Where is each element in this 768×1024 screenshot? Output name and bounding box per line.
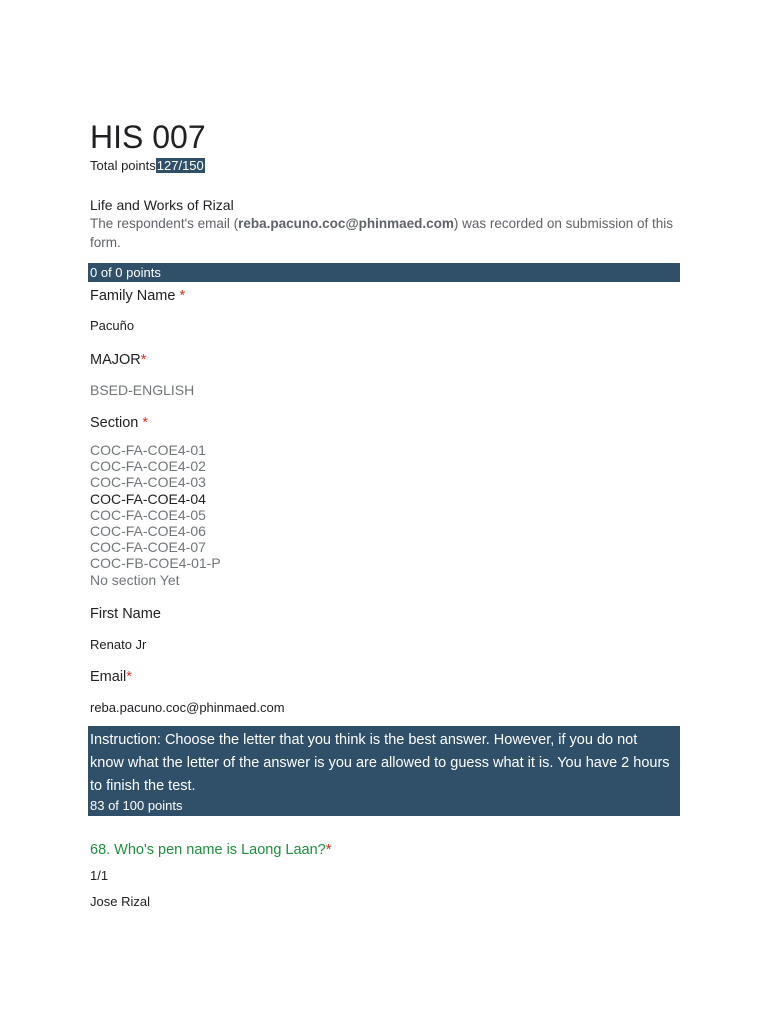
required-asterisk: * bbox=[140, 352, 147, 368]
section-option: COC-FA-COE4-03 bbox=[90, 474, 206, 491]
section-header-bar bbox=[88, 263, 680, 282]
email-note-suffix: ) was recorded on submission of this form. bbox=[90, 216, 673, 250]
section-options-list bbox=[90, 442, 221, 588]
total-points-label: Total points bbox=[90, 158, 156, 173]
section-option: COC-FA-COE4-06 bbox=[90, 523, 206, 540]
page-title: HIS 007 bbox=[90, 119, 206, 155]
instruction-text: Instruction: Choose the letter that you think is the best answer. However, if you do not know what the letter of the answer is you are allowed to guess what it is. You have 2 hours to finish the test. bbox=[90, 732, 670, 794]
email-label-text: Email bbox=[90, 669, 127, 685]
major-answer: BSED-ENGLISH bbox=[90, 382, 195, 398]
family-name-label bbox=[90, 287, 185, 305]
section-option: COC-FA-COE4-01 bbox=[90, 442, 206, 458]
section-option: COC-FA-COE4-07 bbox=[90, 539, 206, 556]
first-name-label: First Name bbox=[90, 606, 161, 622]
section-label bbox=[90, 414, 148, 432]
section-option: No section Yet bbox=[90, 571, 180, 588]
email-recorded-note bbox=[90, 214, 690, 252]
family-name-label-text: Family Name bbox=[90, 288, 180, 304]
section-option: COC-FA-COE4-05 bbox=[90, 506, 206, 523]
required-asterisk: * bbox=[142, 415, 149, 431]
section-label-text: Section bbox=[90, 415, 143, 431]
form-name: Life and Works of Rizal bbox=[90, 197, 234, 213]
question-68-text: 68. Who's pen name is Laong Laan? bbox=[90, 842, 326, 858]
question-68-answer: Jose Rizal bbox=[90, 894, 150, 909]
total-points-value: 127/150 bbox=[156, 158, 204, 173]
section-option-selected: COC-FA-COE4-04 bbox=[90, 490, 206, 507]
section-points: 0 of 0 points bbox=[90, 265, 161, 280]
major-label-text: MAJOR bbox=[90, 352, 141, 368]
section-points: 83 of 100 points bbox=[90, 798, 183, 813]
total-points bbox=[90, 157, 205, 174]
email-note-prefix: The respondent's email ( bbox=[90, 216, 239, 231]
question-68-title bbox=[90, 841, 331, 859]
required-asterisk: * bbox=[126, 669, 132, 685]
major-label bbox=[90, 351, 146, 369]
email-answer: reba.pacuno.coc@phinmaed.com bbox=[90, 700, 285, 715]
question-68-score: 1/1 bbox=[90, 868, 109, 883]
family-name-answer: Pacuño bbox=[90, 318, 135, 333]
email-note-email: reba.pacuno.coc@phinmaed.com bbox=[238, 216, 454, 231]
required-asterisk: * bbox=[179, 288, 186, 304]
email-label bbox=[90, 668, 132, 686]
required-asterisk: * bbox=[325, 842, 332, 858]
section-option: COC-FB-COE4-01-P bbox=[90, 555, 221, 572]
instruction-section-header bbox=[88, 726, 680, 816]
first-name-answer: Renato Jr bbox=[90, 637, 147, 652]
section-option: COC-FA-COE4-02 bbox=[90, 458, 206, 475]
